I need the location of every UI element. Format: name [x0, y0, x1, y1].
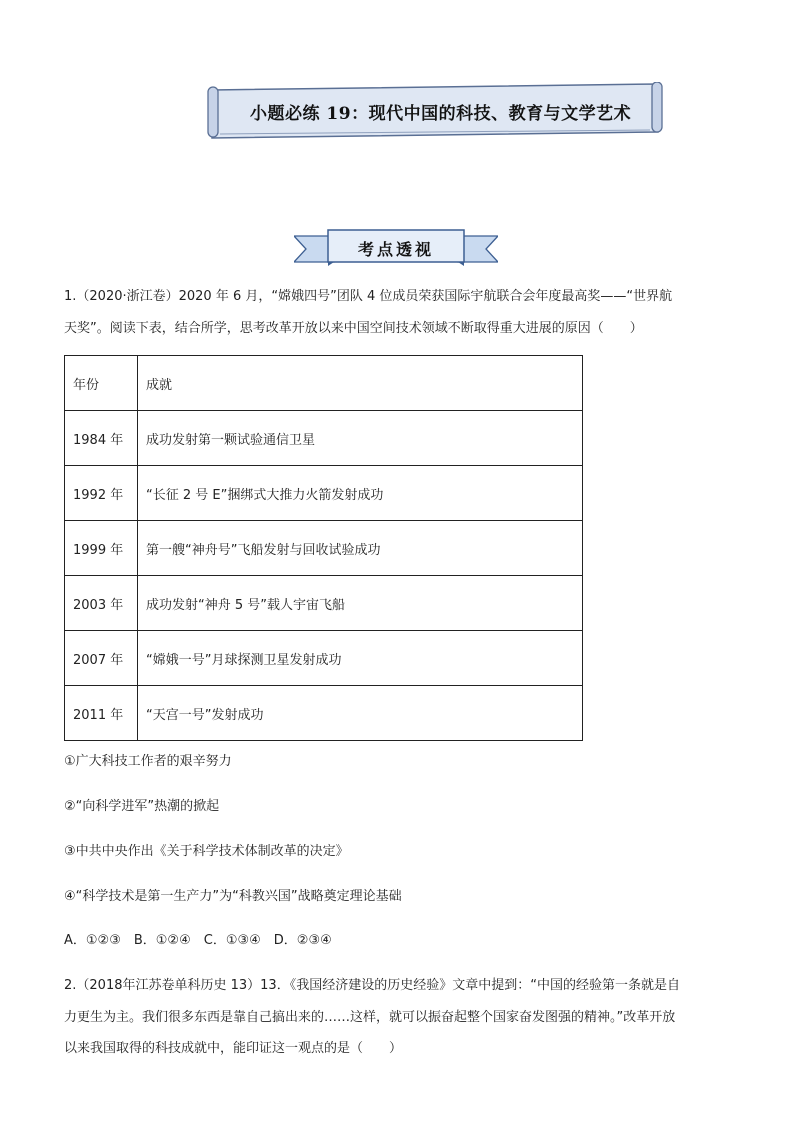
table-row [65, 466, 583, 521]
table-cell-achievement: “天宫一号”发射成功 [138, 686, 583, 741]
table-header-row [65, 356, 583, 411]
table-cell-year: 1984 年 [65, 411, 138, 466]
table-cell-year: 1992 年 [65, 466, 138, 521]
achievement-table [64, 355, 583, 741]
page-title: 小题必练 19：现代中国的科技、教育与文学艺术 [250, 104, 632, 124]
table-row [65, 631, 583, 686]
table-cell-achievement: 成功发射“神舟 5 号”载人宇宙飞船 [138, 576, 583, 631]
table-row [65, 686, 583, 741]
section-ribbon [294, 228, 498, 268]
table-cell-achievement: “嫦娥一号”月球探测卫星发射成功 [138, 631, 583, 686]
q1-option-2: ②“向科学进军”热潮的掀起 [64, 799, 220, 814]
table-cell-achievement: 第一艘“神舟号”飞船发射与回收试验成功 [138, 521, 583, 576]
table-cell-year: 2003 年 [65, 576, 138, 631]
table-row [65, 411, 583, 466]
q1-option-4: ④“科学技术是第一生产力”为“科教兴国”战略奠定理论基础 [64, 889, 402, 904]
q1-option-3: ③中共中央作出《关于科学技术体制改革的决定》 [64, 844, 349, 859]
table-cell-achievement: “长征 2 号 E”捆绑式大推力火箭发射成功 [138, 466, 583, 521]
table-row [65, 521, 583, 576]
q1-answer-choices: A．①②③ B．①②④ C．①③④ D．②③④ [64, 933, 332, 948]
table-cell-year: 1999 年 [65, 521, 138, 576]
table-cell-year: 2011 年 [65, 686, 138, 741]
q2-stem-line1: 2.（2018年江苏卷单科历史 13）13．《我国经济建设的历史经验》文章中提到：“中国的经验第一条就是自 [64, 978, 680, 993]
table-cell-achievement: 成功发射第一颗试验通信卫星 [138, 411, 583, 466]
table-cell-year: 2007 年 [65, 631, 138, 686]
ribbon-label: 考点透视 [357, 240, 434, 259]
table-header-achievement: 成就 [138, 356, 583, 411]
q1-stem-line1: 1.（2020·浙江卷）2020 年 6 月，“嫦娥四号”团队 4 位成员荣获国际宇航联合会年度最高奖——“世界航 [64, 289, 673, 304]
table-header-year: 年份 [65, 356, 138, 411]
q2-stem-line3: 以来我国取得的科技成就中，能印证这一观点的是（ ） [64, 1041, 403, 1056]
table-row [65, 576, 583, 631]
q1-stem-line2: 天奖”。阅读下表，结合所学，思考改革开放以来中国空间技术领域不断取得重大进展的原因（ ） [64, 321, 643, 336]
q1-option-1: ①广大科技工作者的艰辛努力 [64, 754, 232, 769]
q2-stem-line2: 力更生为主。我们很多东西是靠自己搞出来的……这样，就可以振奋起整个国家奋发图强的精神。”改革开放 [64, 1010, 676, 1025]
title-banner [206, 82, 664, 140]
